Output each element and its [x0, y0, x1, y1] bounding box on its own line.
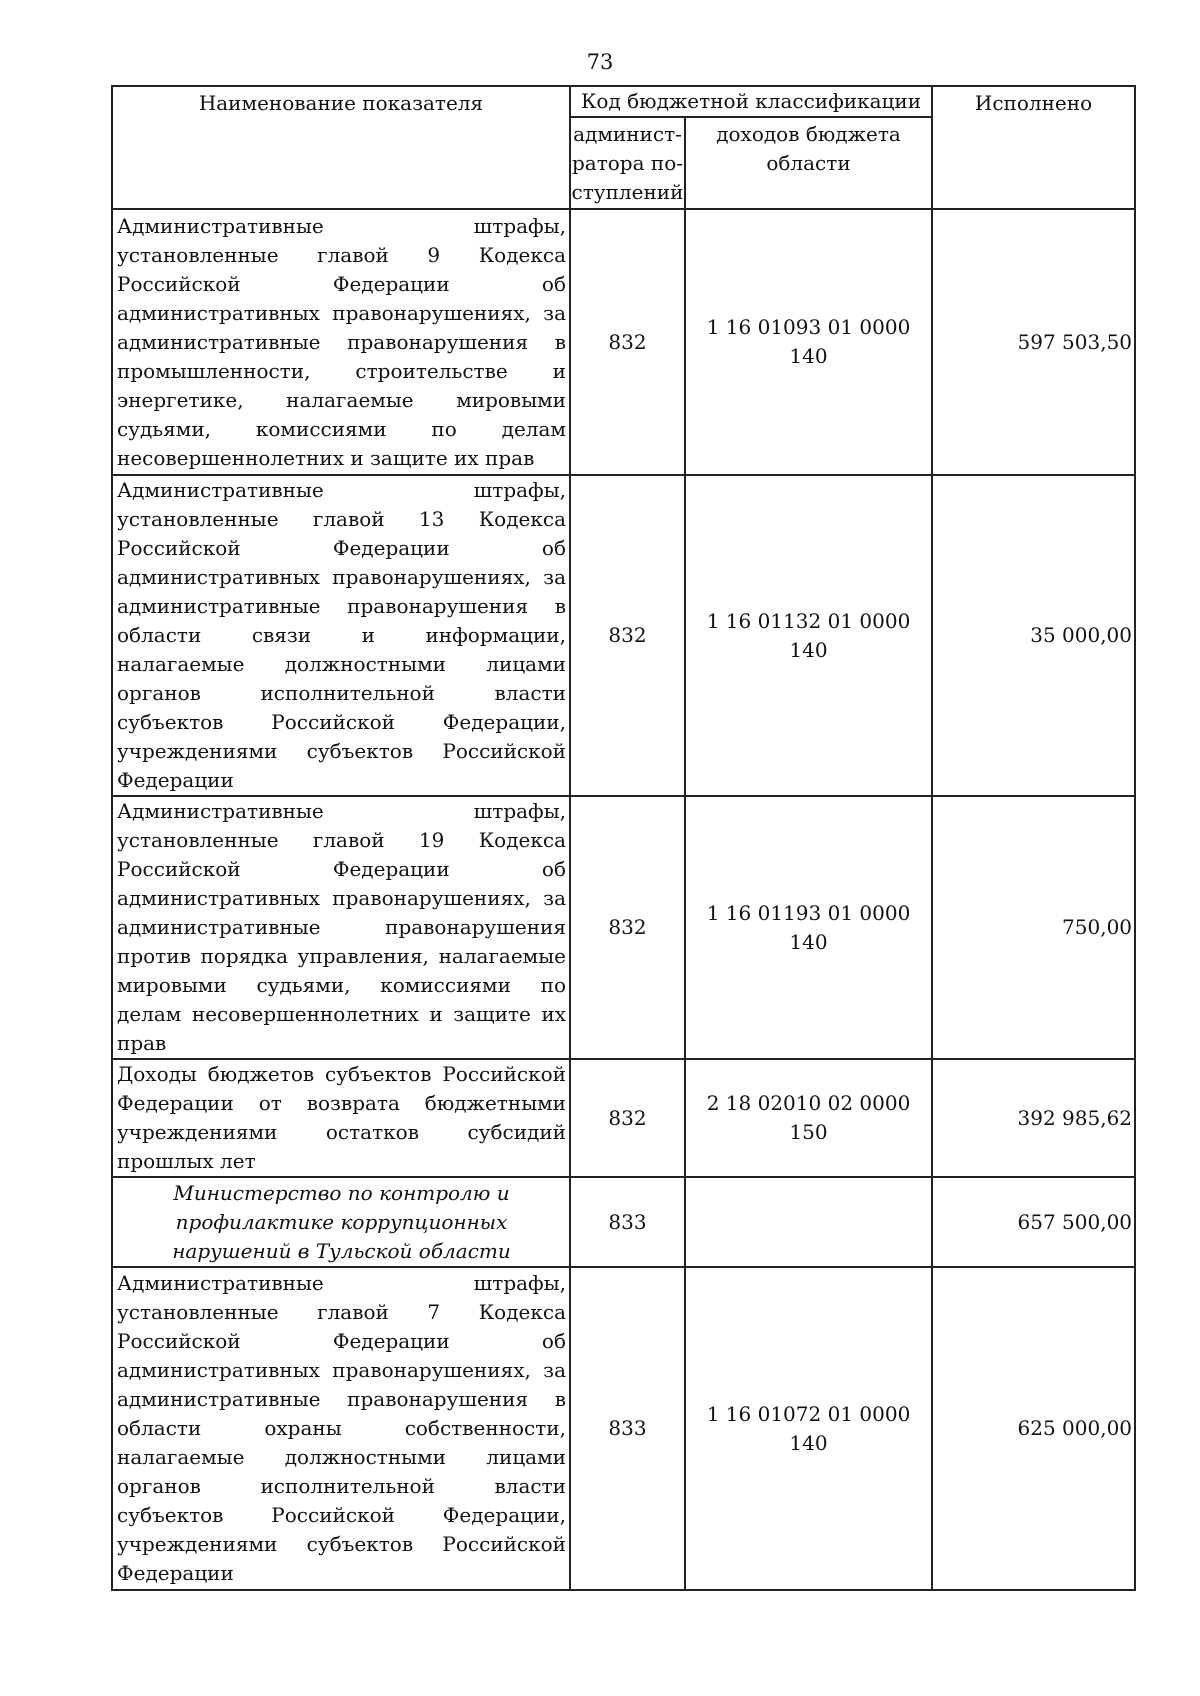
row-amount: 35 000,00: [932, 475, 1135, 796]
row-code: 1 16 01072 01 0000 140: [685, 1267, 932, 1590]
header-name: Наименование показателя: [112, 86, 570, 209]
row-code: 1 16 01093 01 0000 140: [685, 209, 932, 475]
ministry-name: Министерство по контролю и профилактике коррупционных нарушений в Тульской области: [112, 1177, 570, 1267]
header-code-group: Код бюджетной классификации: [570, 86, 932, 117]
row-admin: 832: [570, 475, 685, 796]
row-name: Административные штрафы, установленные главой 9 Кодекса Российской Федерации об административных правонарушениях, за административные правонарушения в промышленности, строительстве и энергетике, налагаемые мировыми судьями, комиссиями по делам несовершеннолетних и защите их прав: [112, 209, 570, 475]
page-number: 73: [586, 50, 614, 74]
header-admin: админист-ратора по-ступлений: [570, 117, 685, 209]
budget-table: [111, 85, 1136, 1591]
row-name: Административные штрафы, установленные главой 7 Кодекса Российской Федерации об административных правонарушениях, за административные правонарушения в области охраны собственности, налагаемые должностными лицами органов исполнительной власти субъектов Российской Федерации, учреждениями субъектов Российской Федерации: [112, 1267, 570, 1590]
row-code: 2 18 02010 02 0000 150: [685, 1059, 932, 1177]
table-row: [112, 796, 1135, 1059]
row-name: Административные штрафы, установленные главой 19 Кодекса Российской Федерации об административных правонарушениях, за административные правонарушения против порядка управления, налагаемые мировыми судьями, комиссиями по делам несовершеннолетних и защите их прав: [112, 796, 570, 1059]
row-admin: 832: [570, 209, 685, 475]
row-code: 1 16 01193 01 0000 140: [685, 796, 932, 1059]
row-amount: 625 000,00: [932, 1267, 1135, 1590]
row-code: [685, 1177, 932, 1267]
header-row: [112, 86, 1135, 117]
row-amount: 597 503,50: [932, 209, 1135, 475]
row-amount: 750,00: [932, 796, 1135, 1059]
row-code: 1 16 01132 01 0000 140: [685, 475, 932, 796]
row-name: Доходы бюджетов субъектов Российской Федерации от возврата бюджетными учреждениями остатков субсидий прошлых лет: [112, 1059, 570, 1177]
row-name: Административные штрафы, установленные главой 13 Кодекса Российской Федерации об административных правонарушениях, за административные правонарушения в области связи и информации, налагаемые должностными лицами органов исполнительной власти субъектов Российской Федерации, учреждениями субъектов Российской Федерации: [112, 475, 570, 796]
header-income: доходов бюджета области: [685, 117, 932, 209]
row-admin: 833: [570, 1177, 685, 1267]
table-row: [112, 475, 1135, 796]
row-amount: 392 985,62: [932, 1059, 1135, 1177]
row-admin: 833: [570, 1267, 685, 1590]
header-executed: Исполнено: [932, 86, 1135, 209]
table-row: [112, 1267, 1135, 1590]
row-admin: 832: [570, 796, 685, 1059]
row-admin: 832: [570, 1059, 685, 1177]
table-row: [112, 1059, 1135, 1177]
row-amount: 657 500,00: [932, 1177, 1135, 1267]
table-row: [112, 209, 1135, 475]
ministry-row: [112, 1177, 1135, 1267]
